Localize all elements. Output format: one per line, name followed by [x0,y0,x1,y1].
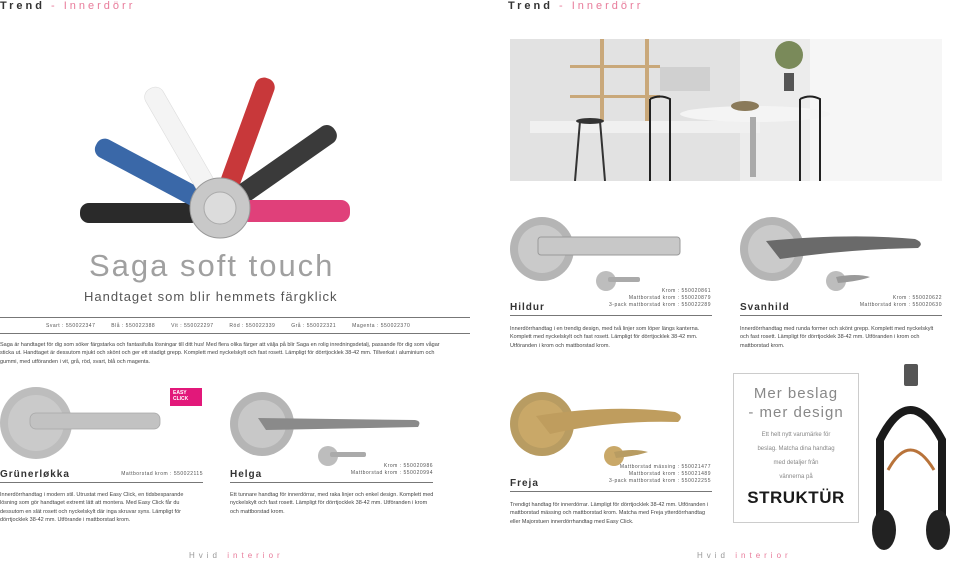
freja-image [510,390,710,470]
promo-heading [734,384,858,422]
right-page-header [508,0,643,12]
headphones-photo [862,360,959,560]
variant-magenta: Magenta : 550022370 [352,323,411,329]
product-name-helga: Helga [230,469,263,480]
header-brand: Trend [0,0,45,12]
header-section: - Innerdörr [44,0,136,12]
header-brand: Trend [508,0,553,12]
spec-line: Krom : 550020622 [892,295,942,301]
left-page-header [0,0,135,12]
kitchen-photo [510,39,942,181]
footer-brand: Hvid [189,551,222,560]
divider [230,482,433,483]
saga-description: Saga är handtaget för dig som söker färgstarka och fantasifulla lösningar till ditt hus! Med flera olika färger att välja på blir Saga en rolig inredningsdetalj, passande för dig som vågar sticka ut. Handtaget är dessutom mjukt och skönt och ger ett stadigt grepp. Komplett med nyckelskylt och fast rosett. Lämpligt för dörrtjocklek 38-42 mm. Tillverkat i aluminium och gummi, med utföranden i vit, grå, röd, svart, blå och magenta. [0,342,440,365]
header-section: - Innerdörr [552,0,644,12]
spec-line: Krom : 550020986 [383,463,433,469]
right-page-footer [697,551,792,560]
variant-blue: Blå : 550022388 [111,323,156,329]
variant-red: Röd : 550022339 [229,323,276,329]
hildur-description: Innerdörrhandtag i en trendig design, med två linjer som löper längs kanterna. Komplett med nyckelskylt och fast rosett. Lämpligt för dörrtjocklek 38-42 mm. Utföranden i krom och mattborstad krom. [510,326,700,349]
promo-line: beslag. Matcha dina handtag [757,446,835,452]
promo-heading-line: Mer beslag [753,385,839,402]
spec-line: 3-pack mattborstad krom : 550022255 [609,478,711,485]
spec-line: Mattborstad krom : 550022115 [121,471,203,477]
promo-line: med detaljer från [773,460,819,466]
freja-description: Trendigt handtag för innerdörrar. Lämpligt för dörrtjocklek 38-42 mm. Utföranden i mattborstad mässing och mattborstad krom. Matcha med Freja ytterdörrhandtag eller Majorstuen innerdörrhandtag med Easy Click. [510,502,709,525]
spec-line: Mattborstad mässing : 550021477 [619,464,711,470]
struktur-logo: STRUKTÜR [747,488,845,507]
variant-white: Vit : 550022297 [171,323,214,329]
specs-freja [590,464,711,486]
helga-description: Ett tunnare handtag för innerdörrar, med raka linjer och enkel design. Komplett med nyckelskylt och fast rosett. Lämpligt för dörrtjocklek 38-42 mm. Utföranden i krom och mattborstad krom. [230,492,434,515]
color-variants [46,323,424,329]
spec-line: Mattborstad krom : 550021489 [628,471,711,478]
hildur-image [510,215,710,295]
specs-helga [330,463,433,477]
product-name-svanhild: Svanhild [740,302,790,313]
divider [510,491,712,492]
specs-grunerlokka [110,471,203,478]
divider [0,333,470,334]
divider [0,482,203,483]
saga-handles-illustration [60,70,380,240]
spec-line: Krom : 550020861 [661,288,711,294]
product-name-hildur: Hildur [510,302,545,313]
product-subtitle: Handtaget som blir hemmets färgklick [84,289,338,304]
product-title: Saga soft touch [89,248,335,283]
product-name-freja: Freja [510,478,539,489]
grunerlokka-description: Innerdörrhandtag i modern stil. Utrustat med Easy Click, en tidsbesparande lösning som gör handtaget extremt lätt att montera. Med Easy Click får du dessutom en slät rosett och nyckelskylt där inga skruvar syns. Lämpligt för dörrtjocklek 38-42 mm. Utförande i mattborstad krom. [0,492,184,524]
variant-black: Svart : 550022347 [46,323,96,329]
struktur-promo [733,373,859,523]
spec-line: Mattborstad krom : 550020879 [628,295,711,302]
footer-brand-suffix: interior [221,551,284,560]
svanhild-image [740,215,950,295]
promo-line: vännerna på [779,474,813,480]
spec-line: Mattborstad krom : 550020994 [350,470,433,477]
easy-click-badge: EASY CLICK [170,388,202,406]
footer-brand-suffix: interior [729,551,792,560]
divider [510,315,712,316]
product-name-grunerlokka: Grünerløkka [0,469,70,480]
variant-gray: Grå : 550022321 [291,323,337,329]
left-page-footer [189,551,284,560]
specs-svanhild [830,295,942,309]
spec-line: Mattborstad krom : 550020630 [859,302,942,309]
svanhild-description: Innerdörrhandtag med runda former och skönt grepp. Komplett med nyckelskylt och fast rosett. Lämpligt för dörrtjocklek 38-42 mm. Utföranden i krom och mattborstad krom. [740,326,934,349]
promo-line: Ett helt nytt varumärke för [761,432,831,438]
spec-line: 3-pack mattborstad krom : 550022289 [609,302,711,309]
promo-text [734,428,858,484]
divider [740,315,942,316]
specs-hildur [590,288,711,310]
divider [0,317,470,318]
helga-image [230,390,440,470]
promo-heading-line: - mer design [748,404,844,421]
footer-brand: Hvid [697,551,730,560]
